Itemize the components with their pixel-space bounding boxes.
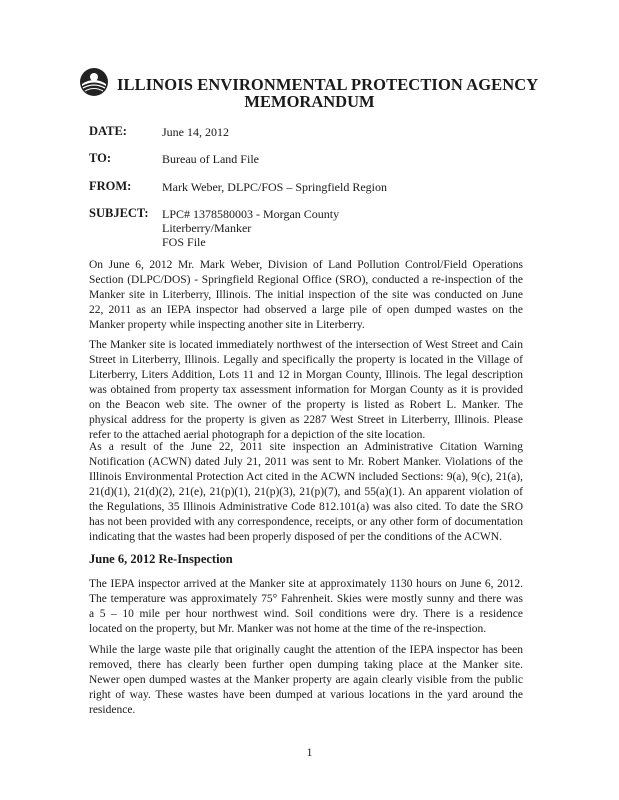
text-line: on the Beacon web site. The owner of the property is listed as Robert L. Manker. The [89, 399, 523, 411]
date-label: DATE: [89, 124, 127, 138]
page-number: 1 [306, 745, 313, 759]
paragraph-findings [89, 643, 523, 718]
text-line: The Manker site is located immediately northwest of the intersection of West Street and Cain [89, 339, 523, 351]
text-line: The IEPA inspector arrived at the Manker site at approximately 1130 hours on June 6, 2012. [89, 578, 523, 590]
paragraph-intro [89, 258, 523, 333]
text-line: has not been provided with any correspondence, receipts, or any other form of documentation [89, 516, 523, 528]
text-line: Literberry, Liters Addition, Lots 11 and 12 in Morgan County, Illinois. The legal description [89, 369, 523, 381]
paragraph-arrival [89, 577, 523, 637]
text-line: Illinois Environmental Protection Act cited in the ACWN included Sections: 9(a), 9(c), 21(a), [89, 471, 523, 483]
text-line: 22, 2011 as an IEPA inspector had observed a large pile of open dumped wastes on the [89, 304, 523, 316]
text-line: was obtained from property tax assessment information for Morgan County as it is provided [89, 384, 523, 396]
document-title: MEMORANDUM [244, 92, 375, 111]
text-line: indicating that the wastes had been properly disposed of per the conditions of the ACWN. [89, 531, 502, 543]
agency-name: ILLINOIS ENVIRONMENTAL PROTECTION AGENCY [117, 75, 539, 94]
text-line: a 5 – 10 mile per hour northwest wind. Soil conditions were dry. There is a residence [89, 608, 523, 620]
section-heading: June 6, 2012 Re-Inspection [89, 552, 233, 566]
subject-line-3: FOS File [162, 235, 206, 249]
text-line: physical address for the property is given as 2287 West Street in Literberry, Illinois. Please [89, 414, 523, 426]
text-line: Manker property while inspecting another site in Literberry. [89, 319, 365, 331]
text-line: Notification (ACWN) dated July 21, 2011 was sent to Mr. Robert Manker. Violations of the [89, 456, 523, 468]
text-line: 21(d)(1), 21(d)(2), 21(e), 21(p)(1), 21(p)(3), 21(p)(7), and 55(a)(1). An apparent violation of [89, 486, 523, 498]
paragraph-location [89, 338, 523, 443]
to-value: Bureau of Land File [162, 152, 259, 166]
subject-label: SUBJECT: [89, 206, 149, 220]
text-line: On June 6, 2012 Mr. Mark Weber, Division of Land Pollution Control/Field Operations [89, 259, 523, 271]
text-line: Street in Literberry, Illinois. Legally and specifically the property is located in the Village of [89, 354, 523, 366]
text-line: removed, there has clearly been further open dumping taking place at the Manker site. [89, 659, 523, 671]
text-line: located on the property, but Mr. Manker was not home at the time of the re-inspection. [89, 623, 487, 635]
text-line: residence. [89, 704, 136, 716]
text-line: Manker site in Literberry, Illinois. The initial inspection of the site was conducted on June [89, 289, 523, 301]
text-line: Newer open dumped wastes at the Manker property are again clearly visible from the public [89, 674, 523, 686]
date-value: June 14, 2012 [162, 125, 229, 139]
text-line: While the large waste pile that originally caught the attention of the IEPA inspector has been [89, 644, 523, 656]
from-label: FROM: [89, 179, 132, 193]
text-line: refer to the attached aerial photograph for a depiction of the site location. [89, 429, 426, 441]
text-line: Section (DLPC/DOS) - Springfield Regional Office (SRO), conducted a re-inspection of the [89, 274, 523, 286]
text-line: As a result of the June 22, 2011 site inspection an Administrative Citation Warning [89, 441, 523, 453]
text-line: the Regulations, 35 Illinois Administrative Code 812.101(a) was also cited. To date the SRO [89, 501, 523, 513]
paragraph-acwn [89, 440, 523, 545]
subject-line-1: LPC# 1378580003 - Morgan County [162, 207, 340, 221]
to-label: TO: [89, 151, 111, 165]
text-line: right of way. These wastes have been dumped at various locations in the yard around the [89, 689, 523, 701]
text-line: The temperature was approximately 75° Fahrenheit. Skies were mostly sunny and there was [89, 593, 523, 605]
subject-line-2: Literberry/Manker [162, 221, 252, 235]
from-value: Mark Weber, DLPC/FOS – Springfield Region [162, 180, 387, 194]
